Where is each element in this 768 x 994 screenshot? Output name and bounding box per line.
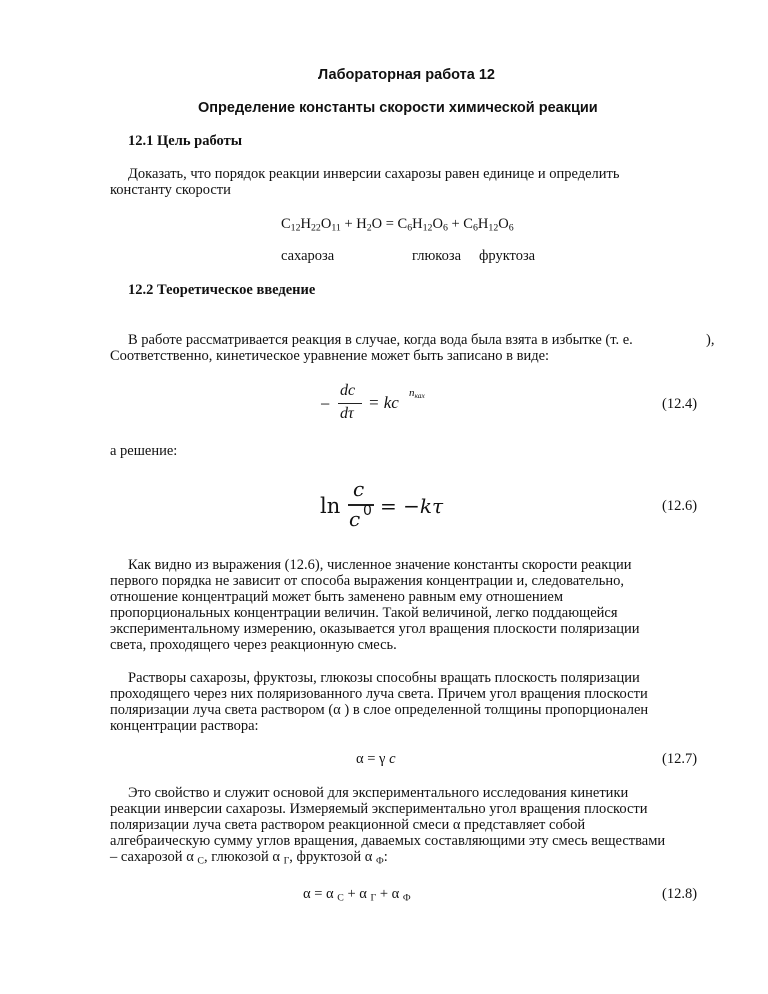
para3-line-4: алгебраическую сумму углов вращения, даваемых составляющими эту смесь веществами (110, 833, 666, 849)
goal-line-2: константу скорости (110, 182, 231, 198)
para1-line-3: отношение концентраций может быть заменено равным ему отношением (110, 589, 564, 605)
equation-12-7: α = γ c (356, 751, 396, 767)
equation-number-12-6: (12.6) (662, 498, 698, 514)
para1-line-2: первого порядка не зависит от способа выражения концентрации и, следовательно, (110, 573, 625, 589)
para3-line-3: поляризации луча света раствором реакционной смеси α представляет собой (110, 817, 586, 833)
intro-line-2: Соответственно, кинетическое уравнение может быть записано в виде: (110, 348, 550, 364)
section-heading-goal: 12.1 Цель работы (128, 133, 243, 149)
para2-line-1: Растворы сахарозы, фруктозы, глюкозы способны вращать плоскость поляризации (128, 670, 640, 686)
intro-line-1-end: ), (706, 332, 715, 348)
equation-12-8: α = α $_С$ + α $_Г$ + α $_Ф$ (303, 886, 411, 904)
para2-line-4: концентрации раствора: (110, 718, 259, 734)
para1-line-5: экспериментальному измерению, оказывается угол вращения плоскости поляризации (110, 621, 640, 637)
para2-line-3: поляризации луча света раствором (α ) в слое определенной толщины пропорционален (110, 702, 649, 718)
equation-number-12-7: (12.7) (662, 751, 698, 767)
fraction-bar (338, 403, 362, 404)
page-subtitle: Определение константы скорости химической реакции (198, 100, 598, 116)
goal-line-1: Доказать, что порядок реакции инверсии сахарозы равен единице и определить (128, 166, 620, 182)
solution-label: а решение: (110, 443, 178, 459)
section-heading-theory: 12.2 Теоретическое введение (128, 282, 316, 298)
name-fructose: фруктоза (479, 248, 536, 264)
para1-line-6: света, проходящего через реакционную смесь. (110, 637, 397, 653)
name-glucose: глюкоза (412, 248, 462, 264)
para1-line-4: пропорциональных концентрации величин. Такой величиной, легко поддающейся (110, 605, 618, 621)
reaction-equation: $C_{12}H_{22}O_{11} + H_2O = C_6H_{12}O_6 + C_6H_{12}O_6$ (281, 216, 514, 234)
para1-line-1: Как видно из выражения (12.6), численное значение константы скорости реакции (128, 557, 632, 573)
equation-12-6: ln c c 0 = −kτ (318, 476, 458, 538)
equation-12-4: − dc dτ = kc $n_{ках}$ (318, 381, 460, 427)
para2-line-2: проходящего через них поляризованного луча света. Причем угол вращения плоскости (110, 686, 648, 702)
para3-line-5: – сахарозой α $_С$, глюкозой α $_Г$, фруктозой α $_Ф$: (110, 849, 388, 867)
para3-line-2: реакции инверсии сахарозы. Измеряемый экспериментально угол вращения плоскости (110, 801, 648, 817)
para3-line-1: Это свойство и служит основой для экспериментального исследования кинетики (128, 785, 629, 801)
equation-number-12-4: (12.4) (662, 396, 698, 412)
equation-number-12-8: (12.8) (662, 886, 698, 902)
name-sucrose: сахароза (281, 248, 335, 264)
intro-line-1: В работе рассматривается реакция в случае, когда вода была взята в избытке (т. е. (128, 332, 633, 348)
page-title: Лабораторная работа 12 (318, 67, 495, 83)
